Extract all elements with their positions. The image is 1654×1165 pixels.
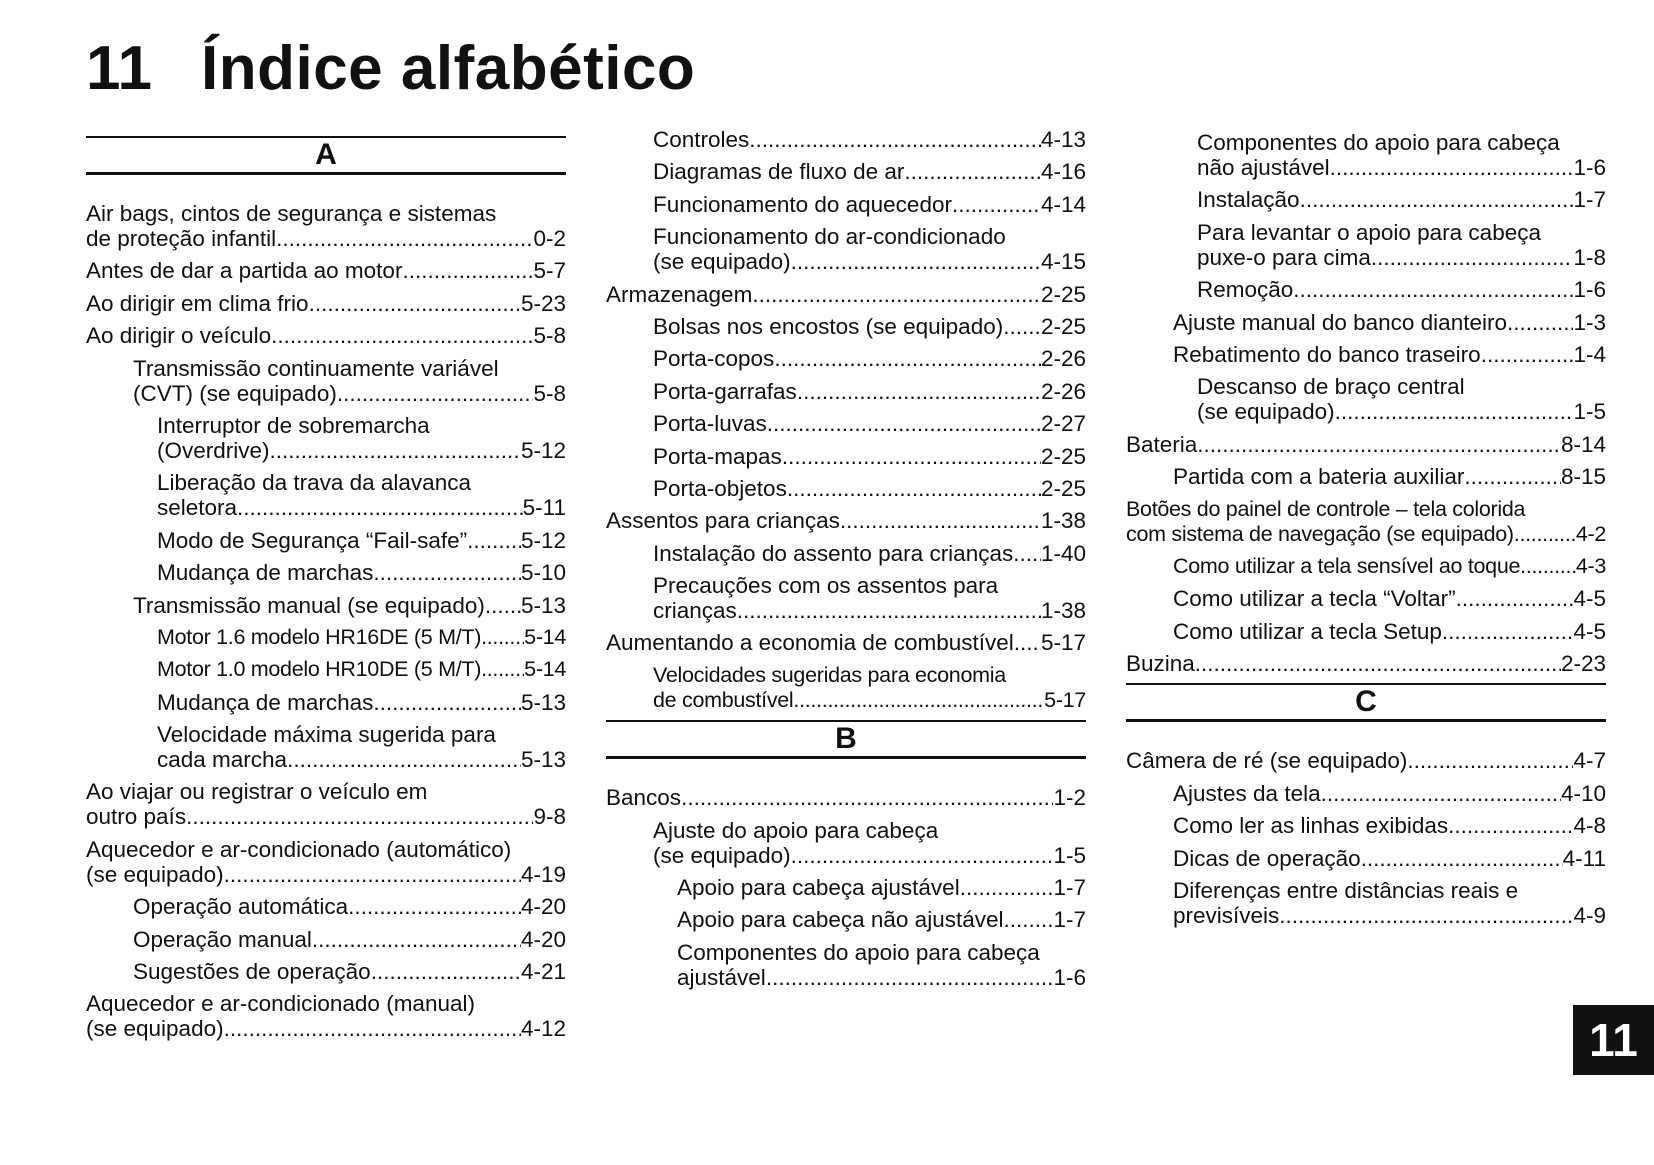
index-term: Diferenças entre distâncias reais e	[1173, 878, 1519, 904]
dot-leader	[1448, 813, 1573, 838]
index-entry	[1126, 878, 1606, 928]
index-term: de combustível	[653, 687, 794, 712]
index-term: Apoio para cabeça ajustável	[677, 875, 960, 901]
index-entry	[1126, 497, 1606, 547]
page-reference: 5-11	[522, 495, 566, 521]
index-entry	[1126, 277, 1606, 302]
index-entry	[606, 875, 1086, 900]
dot-leader	[1335, 399, 1574, 424]
index-term: Operação automática	[133, 894, 349, 920]
index-term: cada marcha	[157, 747, 288, 773]
index-entry	[86, 690, 566, 715]
page-reference: 5-14	[524, 624, 566, 649]
index-entry	[606, 785, 1086, 810]
index-entry	[606, 192, 1086, 217]
index-term: Diagramas de fluxo de ar	[653, 159, 905, 185]
page-reference: 2-23	[1560, 651, 1606, 677]
index-term: Ajuste manual do banco dianteiro	[1173, 309, 1507, 335]
index-column-1	[86, 136, 566, 1049]
index-term: (se equipado)	[86, 861, 224, 887]
page-reference: 5-10	[520, 560, 566, 586]
index-entry	[86, 959, 566, 984]
index-term: Aquecedor e ar-condicionado (manual)	[86, 991, 475, 1017]
index-term: Câmera de ré (se equipado)	[1126, 748, 1408, 774]
index-term: Ao dirigir o veículo	[86, 323, 272, 349]
index-term: Porta-copos	[653, 346, 775, 372]
dot-leader	[791, 843, 1054, 868]
index-term: ajustável	[677, 964, 766, 990]
page-reference: 5-13	[520, 747, 566, 773]
index-term: previsíveis	[1173, 903, 1280, 929]
index-entry	[86, 894, 566, 919]
page-reference: 4-19	[520, 861, 566, 887]
index-term: crianças	[653, 598, 737, 624]
index-term: Rebatimento do banco traseiro	[1173, 341, 1481, 367]
dot-leader	[797, 379, 1041, 404]
dot-leader	[681, 785, 1053, 810]
page-reference: 5-13	[520, 689, 566, 715]
index-entry	[606, 573, 1086, 623]
dot-leader	[485, 593, 521, 618]
page-reference: 1-4	[1573, 341, 1606, 367]
page-reference: 5-14	[524, 657, 566, 682]
dot-leader	[1330, 155, 1574, 180]
index-entry	[1126, 464, 1606, 489]
page-reference: 1-38	[1040, 508, 1086, 534]
index-entry	[606, 630, 1086, 655]
dot-leader	[373, 690, 521, 715]
index-term: (CVT) (se equipado)	[133, 380, 337, 406]
page-reference: 4-20	[520, 926, 566, 952]
index-entry	[606, 379, 1086, 404]
page-reference: 1-7	[1573, 187, 1606, 213]
index-entry	[606, 818, 1086, 868]
dot-leader	[1507, 310, 1573, 335]
dot-leader	[960, 875, 1054, 900]
index-entry	[86, 927, 566, 952]
index-entry	[86, 657, 566, 682]
page-reference: 1-7	[1053, 875, 1086, 901]
index-entry	[86, 560, 566, 585]
dot-leader	[952, 192, 1041, 217]
page-reference: 1-38	[1040, 598, 1086, 624]
index-entry	[1126, 374, 1606, 424]
index-term: Instalação do assento para crianças	[653, 540, 1014, 566]
page-reference: 5-17	[1040, 630, 1086, 656]
index-entry	[86, 779, 566, 829]
index-entry	[1126, 432, 1606, 457]
index-entry	[606, 663, 1086, 713]
index-term: Velocidade máxima sugerida para	[157, 722, 496, 748]
index-term: Controles	[653, 127, 750, 152]
page-reference: 4-3	[1575, 553, 1606, 578]
dot-leader	[1442, 619, 1574, 644]
page-reference: 5-13	[520, 592, 566, 618]
dot-leader	[1481, 342, 1574, 367]
dot-leader	[224, 862, 521, 887]
index-entry	[606, 224, 1086, 274]
index-entry	[1126, 748, 1606, 773]
page-reference: 8-15	[1560, 464, 1606, 490]
dot-leader	[373, 560, 521, 585]
index-term: Partida com a bateria auxiliar	[1173, 464, 1465, 490]
index-entry	[86, 528, 566, 553]
index-term: Operação manual	[133, 926, 312, 952]
page-reference: 5-8	[533, 323, 566, 349]
section-heading-b: B	[606, 720, 1086, 759]
index-entry	[86, 470, 566, 520]
page-reference: 2-26	[1040, 378, 1086, 404]
dot-leader	[1195, 651, 1561, 676]
index-entry	[606, 346, 1086, 371]
index-term: (se equipado)	[1197, 399, 1335, 425]
index-entry	[1126, 586, 1606, 611]
page-reference: 1-2	[1053, 785, 1086, 811]
dot-leader	[467, 528, 521, 553]
index-term: (Overdrive)	[157, 437, 270, 463]
index-term: Armazenagem	[606, 281, 753, 307]
section-heading-a: A	[86, 136, 566, 175]
page-reference: 2-26	[1040, 346, 1086, 372]
dot-leader	[1003, 314, 1041, 339]
index-entry	[86, 593, 566, 618]
index-term: Bolsas nos encostos (se equipado)	[653, 313, 1004, 339]
dot-leader	[787, 476, 1041, 501]
dot-leader	[186, 804, 533, 829]
index-term: seletora	[157, 495, 238, 521]
page-reference: 4-2	[1575, 521, 1606, 546]
index-entry	[1126, 846, 1606, 871]
index-term: Ao dirigir em clima frio	[86, 290, 309, 316]
index-term: Apoio para cabeça não ajustável	[677, 907, 1004, 933]
dot-leader	[237, 495, 523, 520]
index-column-3	[1126, 130, 1606, 935]
index-term: Aumentando a economia de combustível	[606, 630, 1014, 656]
chapter-title: Índice alfabético	[201, 34, 696, 103]
index-term: Interruptor de sobremarcha	[157, 412, 430, 438]
dot-leader	[1456, 586, 1574, 611]
index-term: não ajustável	[1197, 155, 1330, 180]
dot-leader	[276, 226, 533, 251]
dot-leader	[481, 625, 524, 650]
page-reference: 4-14	[1040, 191, 1086, 217]
dot-leader	[1514, 522, 1576, 547]
dot-leader	[793, 688, 1044, 713]
dot-leader	[749, 127, 1041, 152]
index-term: Ajuste do apoio para cabeça	[653, 817, 939, 843]
page-reference: 1-7	[1053, 907, 1086, 933]
dot-leader	[271, 323, 533, 348]
dot-leader	[312, 927, 521, 952]
index-term: Ajustes da tela	[1173, 780, 1321, 806]
index-term: Dicas de operação	[1173, 845, 1361, 871]
page-reference: 4-12	[520, 1016, 566, 1042]
index-entry	[606, 508, 1086, 533]
index-term: de proteção infantil	[86, 226, 277, 251]
index-entry	[86, 291, 566, 316]
index-term: Motor 1.6 modelo HR16DE (5 M/T)	[157, 624, 482, 649]
page-reference: 2-25	[1040, 443, 1086, 469]
chapter-tab: 11	[1573, 1005, 1654, 1075]
page-reference: 4-8	[1573, 813, 1606, 839]
dot-leader	[766, 965, 1054, 990]
index-term: Instalação	[1197, 187, 1300, 213]
dot-leader	[481, 657, 524, 682]
dot-leader	[774, 346, 1041, 371]
dot-leader	[348, 894, 521, 919]
index-term: Assentos para crianças	[606, 508, 840, 534]
index-entry	[606, 282, 1086, 307]
page-reference: 0-2	[533, 226, 566, 251]
page-title	[86, 34, 696, 103]
index-entry	[1126, 813, 1606, 838]
index-term: (se equipado)	[653, 249, 791, 275]
index-term: Bateria	[1126, 431, 1198, 457]
dot-leader	[791, 249, 1041, 274]
section-heading-c: C	[1126, 683, 1606, 722]
index-term: Bancos	[606, 785, 682, 811]
index-entry	[1126, 130, 1606, 180]
page-reference: 4-16	[1040, 159, 1086, 185]
index-term: (se equipado)	[86, 1016, 224, 1042]
page-reference: 4-21	[520, 959, 566, 985]
index-entry	[86, 991, 566, 1041]
index-term: Velocidades sugeridas para economia	[653, 662, 1006, 687]
page-reference: 5-7	[533, 258, 566, 284]
index-entry	[606, 159, 1086, 184]
index-entry	[606, 907, 1086, 932]
page-reference: 1-6	[1573, 155, 1606, 180]
page-reference: 4-13	[1040, 127, 1086, 152]
page-reference: 1-5	[1053, 842, 1086, 868]
dot-leader	[1014, 630, 1041, 655]
dot-leader	[1371, 245, 1574, 270]
index-entry	[86, 625, 566, 650]
index-entry	[86, 323, 566, 348]
dot-leader	[1013, 541, 1041, 566]
index-term: Aquecedor e ar-condicionado (automático)	[86, 836, 512, 862]
index-term: Como utilizar a tecla Setup	[1173, 618, 1442, 644]
dot-leader	[1361, 846, 1563, 871]
page-reference: 2-25	[1040, 281, 1086, 307]
index-term: outro país	[86, 804, 187, 830]
index-term: (se equipado)	[653, 842, 791, 868]
dot-leader	[1300, 187, 1574, 212]
index-entry	[1126, 342, 1606, 367]
index-term: Liberação da trava da alavanca	[157, 470, 471, 496]
page-reference: 1-8	[1573, 244, 1606, 270]
index-term: Precauções com os assentos para	[653, 573, 999, 599]
index-entry	[86, 837, 566, 887]
dot-leader	[371, 959, 521, 984]
dot-leader	[270, 438, 521, 463]
page-reference: 9-8	[533, 804, 566, 830]
index-entry	[606, 940, 1086, 990]
index-term: Porta-luvas	[653, 411, 767, 437]
dot-leader	[224, 1016, 521, 1041]
index-term: puxe-o para cima	[1197, 244, 1371, 270]
dot-leader	[402, 258, 533, 283]
index-term: Air bags, cintos de segurança e sistemas	[86, 201, 497, 226]
page-reference: 1-40	[1040, 540, 1086, 566]
index-entry	[1126, 220, 1606, 270]
dot-leader	[1197, 432, 1561, 457]
dot-leader	[1321, 781, 1561, 806]
page-reference: 2-27	[1040, 411, 1086, 437]
index-term: Para levantar o apoio para cabeça	[1197, 219, 1541, 245]
index-term: Buzina	[1126, 651, 1195, 677]
dot-leader	[840, 508, 1041, 533]
index-term: Funcionamento do ar-condicionado	[653, 224, 1006, 250]
index-term: Sugestões de operação	[133, 959, 371, 985]
index-term: Motor 1.0 modelo HR10DE (5 M/T)	[157, 657, 482, 682]
index-entry	[606, 127, 1086, 152]
dot-leader	[1520, 554, 1576, 579]
index-term: Transmissão manual (se equipado)	[133, 592, 485, 618]
index-term: Como utilizar a tecla “Voltar”	[1173, 586, 1456, 612]
page-reference: 8-14	[1560, 431, 1606, 457]
index-term: Transmissão continuamente variável	[133, 355, 499, 381]
index-entry	[86, 356, 566, 406]
index-entry	[1126, 619, 1606, 644]
chapter-number: 11	[86, 34, 153, 103]
page-reference: 4-15	[1040, 249, 1086, 275]
index-entry	[1126, 651, 1606, 676]
page-reference: 2-25	[1040, 475, 1086, 501]
page-reference: 1-6	[1053, 964, 1086, 990]
index-term: Como ler as linhas exibidas	[1173, 813, 1449, 839]
index-entry	[606, 476, 1086, 501]
index-entry	[1126, 554, 1606, 579]
dot-leader	[309, 291, 521, 316]
index-entry	[86, 413, 566, 463]
index-term: Porta-garrafas	[653, 378, 797, 404]
index-term: Componentes do apoio para cabeça	[677, 939, 1040, 965]
dot-leader	[737, 598, 1041, 623]
page-reference: 4-11	[1562, 845, 1606, 871]
index-term: Componentes do apoio para cabeça	[1197, 130, 1560, 155]
dot-leader	[1464, 464, 1561, 489]
page-reference: 4-5	[1573, 586, 1606, 612]
index-entry	[1126, 781, 1606, 806]
page-reference: 1-5	[1573, 399, 1606, 425]
page-reference: 5-12	[520, 437, 566, 463]
index-term: Descanso de braço central	[1197, 374, 1465, 400]
index-entry	[606, 411, 1086, 436]
page-reference: 1-3	[1573, 309, 1606, 335]
dot-leader	[767, 411, 1041, 436]
dot-leader	[337, 381, 534, 406]
dot-leader	[1293, 277, 1573, 302]
dot-leader	[904, 159, 1041, 184]
index-term: Remoção	[1197, 277, 1294, 303]
dot-leader	[1003, 907, 1053, 932]
index-entry	[86, 722, 566, 772]
index-term: Como utilizar a tela sensível ao toque	[1173, 553, 1521, 578]
index-term: Mudança de marchas	[157, 689, 374, 715]
page-reference: 4-20	[520, 894, 566, 920]
index-term: Funcionamento do aquecedor	[653, 191, 952, 217]
page-reference: 5-12	[520, 527, 566, 553]
index-term: Mudança de marchas	[157, 560, 374, 586]
dot-leader	[1407, 748, 1573, 773]
page-reference: 4-7	[1573, 748, 1606, 774]
page-reference: 4-10	[1560, 780, 1606, 806]
index-entry	[86, 201, 566, 251]
index-entry	[86, 258, 566, 283]
page-reference: 5-23	[520, 290, 566, 316]
index-entry	[1126, 310, 1606, 335]
index-term: Porta-mapas	[653, 443, 782, 469]
page-reference: 1-6	[1573, 277, 1606, 303]
dot-leader	[752, 282, 1041, 307]
index-column-2	[606, 127, 1086, 997]
page-reference: 5-8	[533, 380, 566, 406]
index-term: Antes de dar a partida ao motor	[86, 258, 403, 284]
dot-leader	[782, 444, 1041, 469]
dot-leader	[287, 747, 521, 772]
index-entry	[606, 541, 1086, 566]
index-term: Ao viajar ou registrar o veículo em	[86, 779, 428, 805]
page-reference: 4-9	[1573, 903, 1606, 929]
index-term: Modo de Segurança “Fail-safe”	[157, 527, 468, 553]
page-reference: 4-5	[1573, 618, 1606, 644]
index-term: Porta-objetos	[653, 475, 787, 501]
index-term: com sistema de navegação (se equipado)	[1126, 521, 1514, 546]
page-reference: 5-17	[1044, 687, 1086, 712]
index-entry	[1126, 187, 1606, 212]
index-entry	[606, 314, 1086, 339]
index-term: Botões do painel de controle – tela colorida	[1126, 496, 1526, 521]
dot-leader	[1279, 903, 1573, 928]
index-entry	[606, 444, 1086, 469]
page-reference: 2-25	[1040, 313, 1086, 339]
